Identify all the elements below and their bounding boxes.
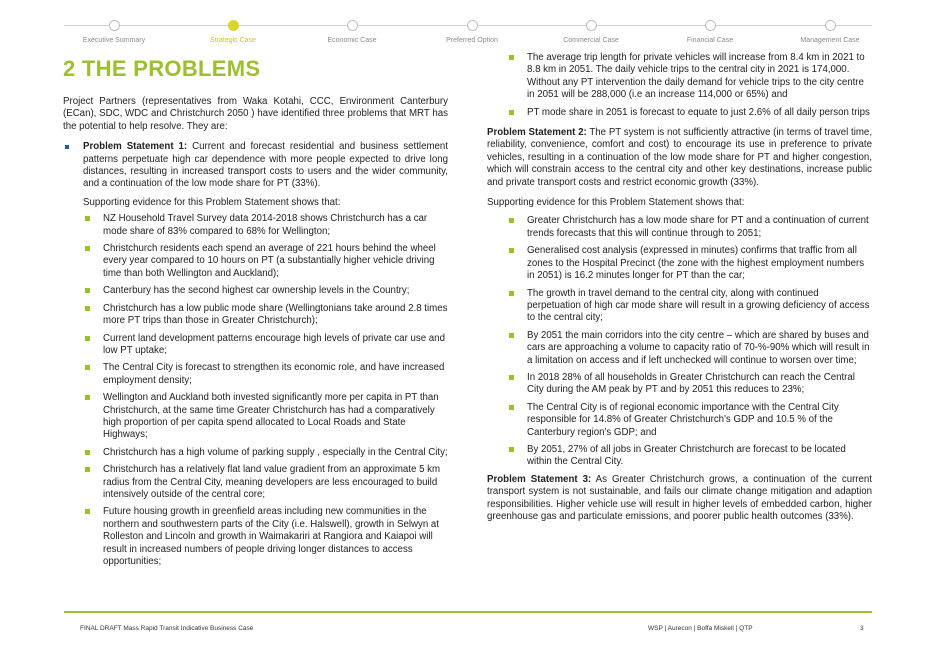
list-item-text: Current land development patterns encourage high levels of private car use and low PT uptake; bbox=[103, 332, 445, 356]
list-item-text: Wellington and Auckland both invested significantly more per capita in PT than Christchurch, at the same time Greater Christchurch has had a comparatively high proportion of per capita spend allocated to Local Roads and State Highways; bbox=[103, 392, 439, 441]
step-label: Commercial Case bbox=[563, 37, 619, 44]
step-commercial-case[interactable] bbox=[531, 14, 651, 44]
bullet-icon bbox=[509, 110, 514, 115]
supporting-evidence-heading: Supporting evidence for this Problem Statement shows that: bbox=[487, 197, 745, 209]
list-item bbox=[83, 303, 448, 328]
list-item-text: Christchurch has a low public mode share (Wellingtonians take around 2.8 times more PT trips than those in Greater Christchurch); bbox=[103, 302, 448, 327]
bullet-icon bbox=[509, 333, 514, 338]
progress-stepper bbox=[64, 14, 872, 48]
bullet-icon bbox=[509, 55, 514, 60]
bullet-icon bbox=[65, 145, 69, 149]
list-item-text: Generalised cost analysis (expressed in minutes) confirms that traffic from all zones to the Hospital Precinct (the zone with the highest employment numbers in 2051) is 16.2 minutes longer for PT than the car; bbox=[527, 245, 865, 282]
step-dot-active bbox=[228, 20, 239, 31]
list-item bbox=[507, 330, 872, 367]
list-item-text: The Central City is forecast to strengthen its economic role, and have increased employment density; bbox=[103, 362, 445, 386]
evidence-list-1 bbox=[83, 213, 448, 568]
bullet-icon bbox=[85, 450, 90, 455]
problem-statement-2-body: The PT system is not sufficiently attractive (in terms of travel time, reliability, convenience, comfort and cost) to encourage its use in preference to private vehicles, resulting in a continuation of the low mode share for PT and higher congestion, which will constrain access to the central city and other key destinations, increase public and private transport costs and restrict economic growth (33%). bbox=[487, 127, 873, 188]
problem-statement-1 bbox=[63, 141, 448, 191]
list-item bbox=[83, 447, 448, 459]
bullet-icon bbox=[85, 365, 90, 370]
problem-statement-2 bbox=[487, 127, 872, 189]
list-item-text: Greater Christchurch has a low mode share for PT and a continuation of current trends forecasts that this will continue through to 2051; bbox=[527, 215, 869, 239]
evidence-list-1-continued bbox=[507, 52, 872, 119]
step-management-case[interactable] bbox=[770, 14, 890, 44]
list-item bbox=[83, 213, 448, 238]
bullet-icon bbox=[509, 405, 514, 410]
step-dot bbox=[109, 20, 120, 31]
bullet-icon bbox=[509, 375, 514, 380]
step-dot bbox=[825, 20, 836, 31]
step-dot bbox=[347, 20, 358, 31]
list-item bbox=[83, 362, 448, 387]
list-item-text: By 2051, 27% of all jobs in Greater Christchurch are forecast to be located within the Central City. bbox=[527, 443, 846, 468]
problem-statement-1-body: Current and forecast residential and business settlement patterns perpetuate high car dependence with more people expected to drive long distances, resulting in increased transport costs to users and the wider community, and a continuation of the low mode share for PT (33%). bbox=[83, 141, 448, 190]
bullet-icon bbox=[85, 306, 90, 311]
list-item-text: Christchurch has a relatively flat land value gradient from an approximate 5 km radius from the Central City, meaning developers are less encouraged to build intensively outside of the central core; bbox=[103, 464, 441, 500]
supporting-evidence-heading: Supporting evidence for this Problem Statement shows that: bbox=[83, 196, 341, 208]
bullet-icon bbox=[509, 291, 514, 296]
bullet-icon bbox=[509, 248, 514, 253]
page-number: 3 bbox=[860, 625, 864, 632]
list-item-text: Canterbury has the second highest car ownership levels in the Country; bbox=[103, 285, 410, 297]
problem-statement-3-body: As Greater Christchurch grows, a continuation of the current transport system is not sustainable, and fails our climate change mitigation and adaption responsibilities. Higher vehicle use will result in higher levels of embedded carbon, higher greenhouse gas and particulate emissions, and poorer public health outcomes (33%). bbox=[487, 473, 872, 522]
list-item-text: PT mode share in 2051 is forecast to equate to just 2.6% of all daily person trips bbox=[527, 106, 870, 118]
bullet-icon bbox=[85, 216, 90, 221]
list-item-text: Future housing growth in greenfield areas including new communities in the northern and southwestern parts of the City (i.e. Halswell), growth in Selwyn at Rolleston and Lincoln and growth in Waimakariri at Rangiora and Kaiapoi will result in increased numbers of people driving longer distances to access opportunities; bbox=[103, 506, 439, 567]
step-preferred-option[interactable] bbox=[412, 14, 532, 44]
list-item bbox=[83, 392, 448, 442]
step-dot bbox=[467, 20, 478, 31]
list-item-text: By 2051 the main corridors into the city centre – which are shared by buses and cars are approaching a volume to capacity ratio of 70-%-90% which will result in a limitation on access and if left unchecked will continue to worsen over time; bbox=[527, 329, 870, 366]
step-label: Management Case bbox=[800, 37, 860, 44]
footer-rule bbox=[64, 611, 872, 613]
list-item-text: Christchurch residents each spend an average of 221 hours behind the wheel every year compared to 10 hours on PT (a substantially higher vehicle driving time than both Wellington and Auckland); bbox=[103, 243, 436, 279]
list-item bbox=[83, 506, 448, 568]
footer-document-title: FINAL DRAFT Mass Rapid Transit Indicative Business Case bbox=[80, 625, 254, 632]
footer-authors: WSP | Aurecon | Boffa Miskell | QTP bbox=[648, 625, 753, 632]
bullet-icon bbox=[85, 467, 90, 472]
list-item bbox=[507, 245, 872, 282]
list-item bbox=[83, 243, 448, 280]
intro-paragraph: Project Partners (representatives from Waka Kotahi, CCC, Environment Canterbury (ECan), SDC, WDC and Christchurch 2050 ) have identified three problems that MRT has the potential to help resolve. They are: bbox=[63, 96, 448, 132]
left-column bbox=[63, 52, 448, 573]
step-dot bbox=[586, 20, 597, 31]
step-label: Strategic Case bbox=[210, 37, 256, 44]
bullet-icon bbox=[85, 395, 90, 400]
step-financial-case[interactable] bbox=[650, 14, 770, 44]
step-dot bbox=[705, 20, 716, 31]
list-item bbox=[507, 402, 872, 439]
bullet-icon bbox=[85, 288, 90, 293]
list-item-text: In 2018 28% of all households in Greater Christchurch can reach the Central City during the AM peak by PT and by 2051 this reduces to 23%; bbox=[527, 371, 855, 396]
step-economic-case[interactable] bbox=[292, 14, 412, 44]
list-item-text: NZ Household Travel Survey data 2014-2018 shows Christchurch has a car mode share of 83% compared to 68% for Wellington; bbox=[103, 213, 428, 237]
bullet-icon bbox=[85, 509, 90, 514]
problem-statement-2-label: Problem Statement 2: bbox=[487, 127, 587, 139]
list-item-text: The Central City is of regional economic importance with the Central City responsible for 14.8% of Greater Christchurch's GDP and 10.5 % of the Canterbury region's GDP; and bbox=[527, 401, 839, 438]
problem-statement-3 bbox=[487, 474, 872, 524]
list-item bbox=[83, 285, 448, 297]
list-item bbox=[507, 288, 872, 325]
step-label: Economic Case bbox=[327, 37, 377, 44]
problem-statement-1-label: Problem Statement 1: bbox=[83, 141, 188, 153]
list-item-text: Christchurch has a high volume of parking supply , especially in the Central City; bbox=[103, 446, 448, 458]
bullet-icon bbox=[85, 246, 90, 251]
list-item-text: The average trip length for private vehicles will increase from 8.4 km in 2021 to 8.8 km in 2051. The daily vehicle trips to the central city in 2021 is 174,000. Without any PT intervention the daily demand for vehicle trips to the city centre in 2051 will be 288,000 (i.e an increase 114,000 or 65%) and bbox=[527, 52, 865, 101]
section-title: 2 THE PROBLEMS bbox=[63, 56, 261, 81]
list-item bbox=[83, 333, 448, 358]
bullet-icon bbox=[509, 218, 514, 223]
evidence-list-2 bbox=[507, 215, 872, 468]
list-item bbox=[507, 107, 872, 119]
step-label: Preferred Option bbox=[446, 37, 498, 44]
step-label: Financial Case bbox=[686, 37, 734, 44]
bullet-icon bbox=[85, 336, 90, 341]
list-item bbox=[507, 215, 872, 240]
problem-statement-3-label: Problem Statement 3: bbox=[487, 473, 592, 485]
list-item bbox=[507, 52, 872, 102]
problem-statement-1-text bbox=[83, 141, 448, 191]
bullet-icon bbox=[509, 447, 514, 452]
list-item bbox=[507, 444, 872, 469]
step-executive-summary[interactable] bbox=[54, 14, 174, 44]
list-item-text: The growth in travel demand to the central city, along with continued perpetuation of high car mode share will result in a growing deficiency of access to the central city; bbox=[527, 287, 870, 324]
list-item bbox=[83, 464, 448, 501]
list-item bbox=[507, 372, 872, 397]
step-label: Executive Summary bbox=[82, 37, 146, 44]
step-strategic-case[interactable] bbox=[173, 14, 293, 44]
right-column bbox=[487, 52, 872, 531]
